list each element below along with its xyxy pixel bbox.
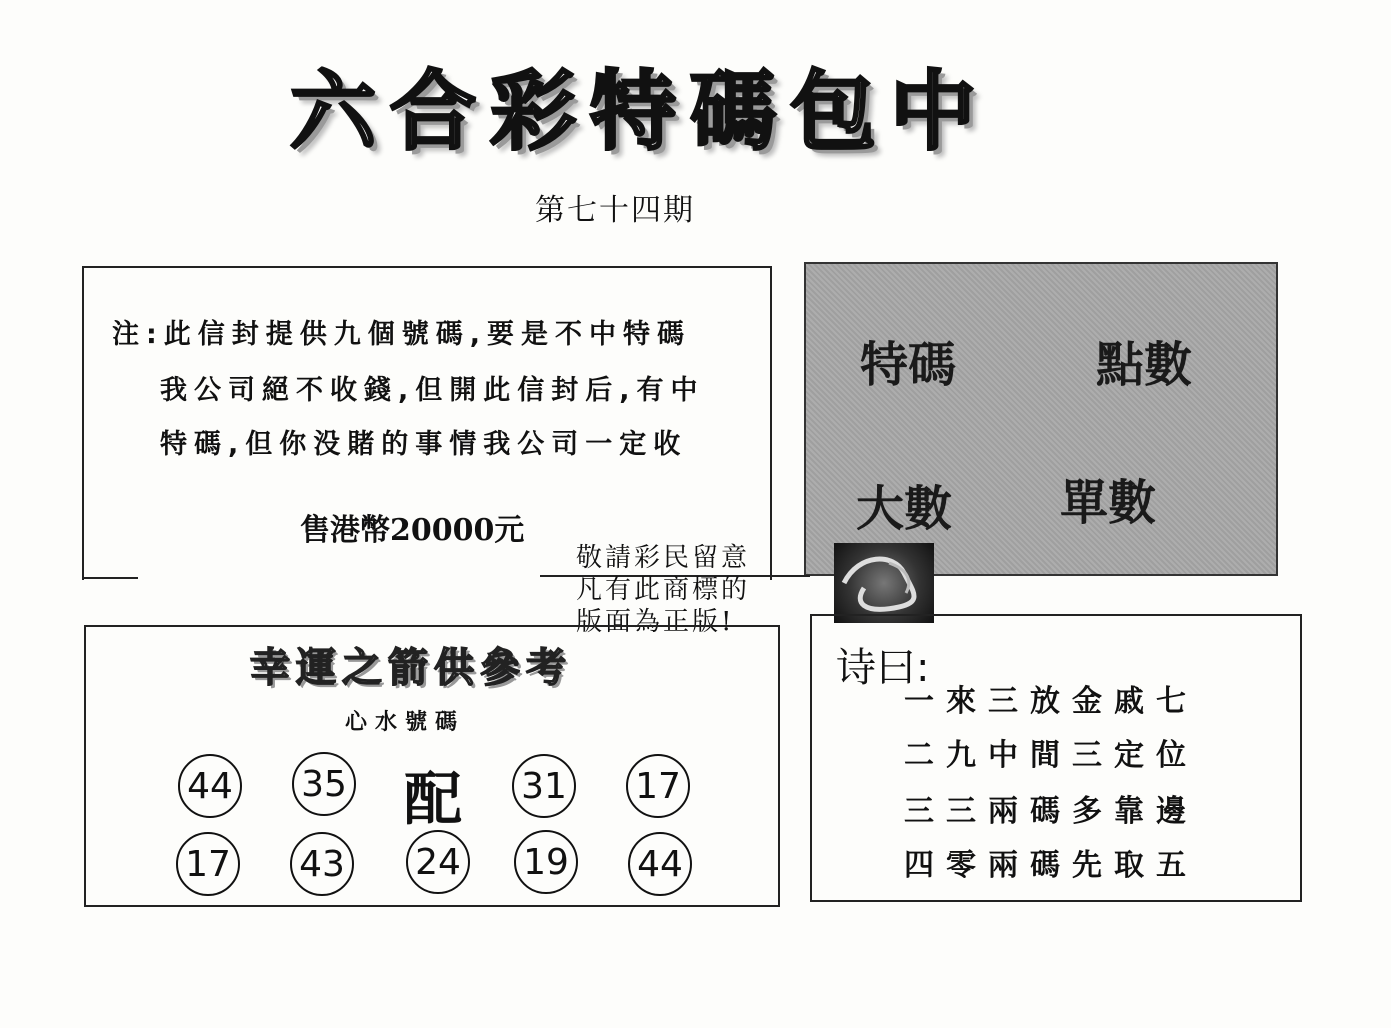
note-line-1: 注:此信封提供九個號碼,要是不中特碼 — [112, 319, 692, 350]
trademark-logo-icon — [834, 543, 934, 623]
issue-number: 第七十四期 — [535, 193, 695, 228]
sealed-label-points: 點數 — [1096, 337, 1193, 393]
number-circle: 31 — [512, 754, 576, 818]
notice-line-3: 版面為正版! — [576, 607, 735, 637]
poem-line-3: 三三兩碼多靠邊 — [904, 794, 1198, 829]
sealed-label-odd-number: 單數 — [1060, 475, 1157, 531]
note-line-3: 特碼,但你没賭的事情我公司一定收 — [160, 429, 688, 460]
poem-line-1: 一來三放金戚七 — [904, 684, 1198, 719]
note-box-bottom-border — [82, 577, 138, 579]
notice-line-1: 敬請彩民留意 — [576, 543, 751, 573]
sealed-label-special-code: 特碼 — [860, 337, 957, 393]
poem-line-2: 二九中間三定位 — [904, 738, 1198, 773]
number-circle: 17 — [626, 754, 690, 818]
sealed-label-big-number: 大數 — [856, 481, 953, 537]
note-line-2: 我公司絕不收錢,但開此信封后,有中 — [160, 375, 705, 406]
sealed-box — [804, 262, 1278, 576]
number-circle: 44 — [628, 832, 692, 896]
lucky-title: 幸運之箭供參考 — [250, 644, 572, 691]
number-circle: 44 — [178, 754, 242, 818]
price-text: 售港幣20000元 — [300, 513, 525, 548]
notice-line-2: 凡有此商標的 — [576, 575, 751, 605]
number-circle: 24 — [406, 830, 470, 894]
match-character: 配 — [404, 765, 463, 833]
number-circle: 19 — [514, 830, 578, 894]
number-circle: 35 — [292, 752, 356, 816]
poem-line-4: 四零兩碼先取五 — [904, 848, 1198, 883]
number-circle: 17 — [176, 832, 240, 896]
page-title: 六合彩特碼包中 — [290, 62, 990, 162]
number-circle: 43 — [290, 832, 354, 896]
lucky-subtitle: 心水號碼 — [345, 709, 466, 735]
poem-title: 诗曰: — [836, 645, 930, 691]
